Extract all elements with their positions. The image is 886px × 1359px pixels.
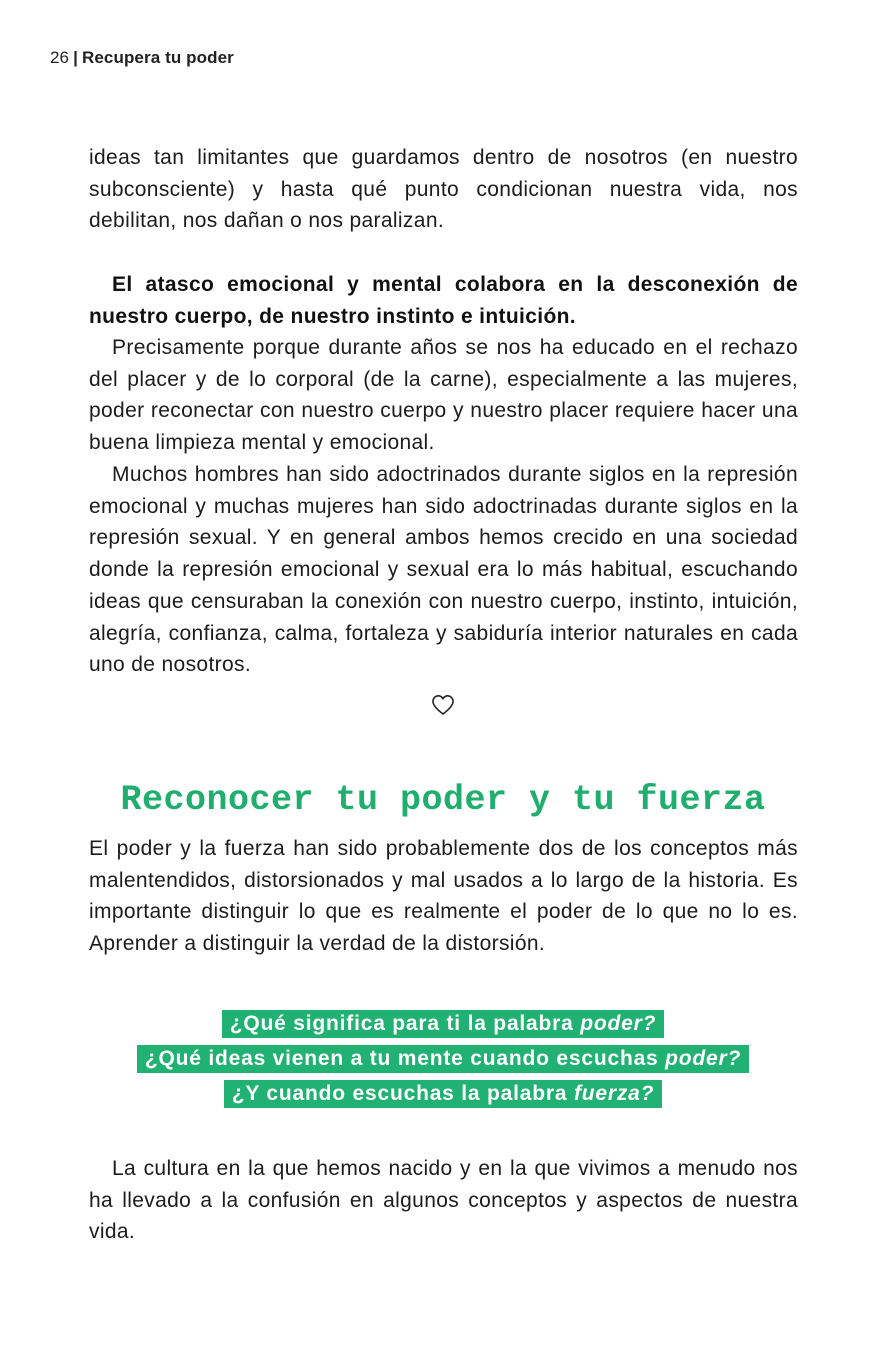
header-separator: | bbox=[73, 48, 78, 67]
section-heading: Reconocer tu poder y tu fuerza bbox=[120, 780, 766, 820]
paragraph-body: La cultura en la que hemos nacido y en la que vivimos a menudo nos ha llevado a la confusión en algunos conceptos y aspectos de nuestra vida. bbox=[89, 1157, 798, 1244]
paragraph-body: El poder y la fuerza han sido probablemente dos de los conceptos más malentendidos, distorsionados y mal usados a lo largo de la historia. Es importante distinguir lo que es realmente el poder de lo que no lo es. Aprender a distinguir la verdad de la distorsión. bbox=[89, 837, 798, 956]
paragraph-body: Precisamente porque durante años se nos ha educado en el rechazo del placer y de lo corporal (de la carne), especialmente a las mujeres, poder reconectar con nuestro cuerpo y nuestro placer requiere hacer una buena limpieza mental y emocional. bbox=[89, 336, 798, 455]
heart-icon bbox=[431, 694, 455, 716]
book-title: Recupera tu poder bbox=[81, 48, 234, 67]
question-emphasis: poder? bbox=[665, 1047, 742, 1070]
question-text: ¿Qué significa para ti la palabra bbox=[229, 1012, 581, 1035]
highlighted-question bbox=[137, 1045, 749, 1073]
page-number: 26 bbox=[50, 48, 70, 67]
paragraph-body: Muchos hombres han sido adoctrinados durante siglos en la represión emocional y muchas mujeres han sido adoctrinadas durante siglos en la represión sexual. Y en general ambos hemos crecido en una sociedad donde la represión emocional y sexual era lo más habitual, escuchando ideas que censuraban la conexión con nuestro cuerpo, instinto, intuición, alegría, confianza, calma, fortaleza y sabiduría interior naturales en cada uno de nosotros. bbox=[89, 463, 798, 677]
question-text: ¿Y cuando escuchas la palabra bbox=[231, 1082, 574, 1105]
running-header bbox=[50, 48, 234, 68]
question-text: ¿Qué ideas vienen a tu mente cuando escuchas bbox=[144, 1047, 666, 1070]
highlighted-questions bbox=[0, 1008, 886, 1113]
question-line bbox=[0, 1078, 886, 1113]
paragraph-continuation: ideas tan limitantes que guardamos dentro de nosotros (en nuestro subconsciente) y hasta qué punto condicionan nuestra vida, nos debilitan, nos dañan o nos paralizan. bbox=[89, 146, 798, 233]
question-line bbox=[0, 1043, 886, 1078]
question-line bbox=[0, 1008, 886, 1043]
question-emphasis: fuerza? bbox=[573, 1082, 655, 1105]
highlighted-question bbox=[222, 1010, 664, 1038]
highlighted-question bbox=[224, 1080, 663, 1108]
paragraph-bold-statement: El atasco emocional y mental colabora en la desconexión de nuestro cuerpo, de nuestro instinto e intuición. bbox=[89, 273, 798, 328]
question-emphasis: poder? bbox=[580, 1012, 657, 1035]
